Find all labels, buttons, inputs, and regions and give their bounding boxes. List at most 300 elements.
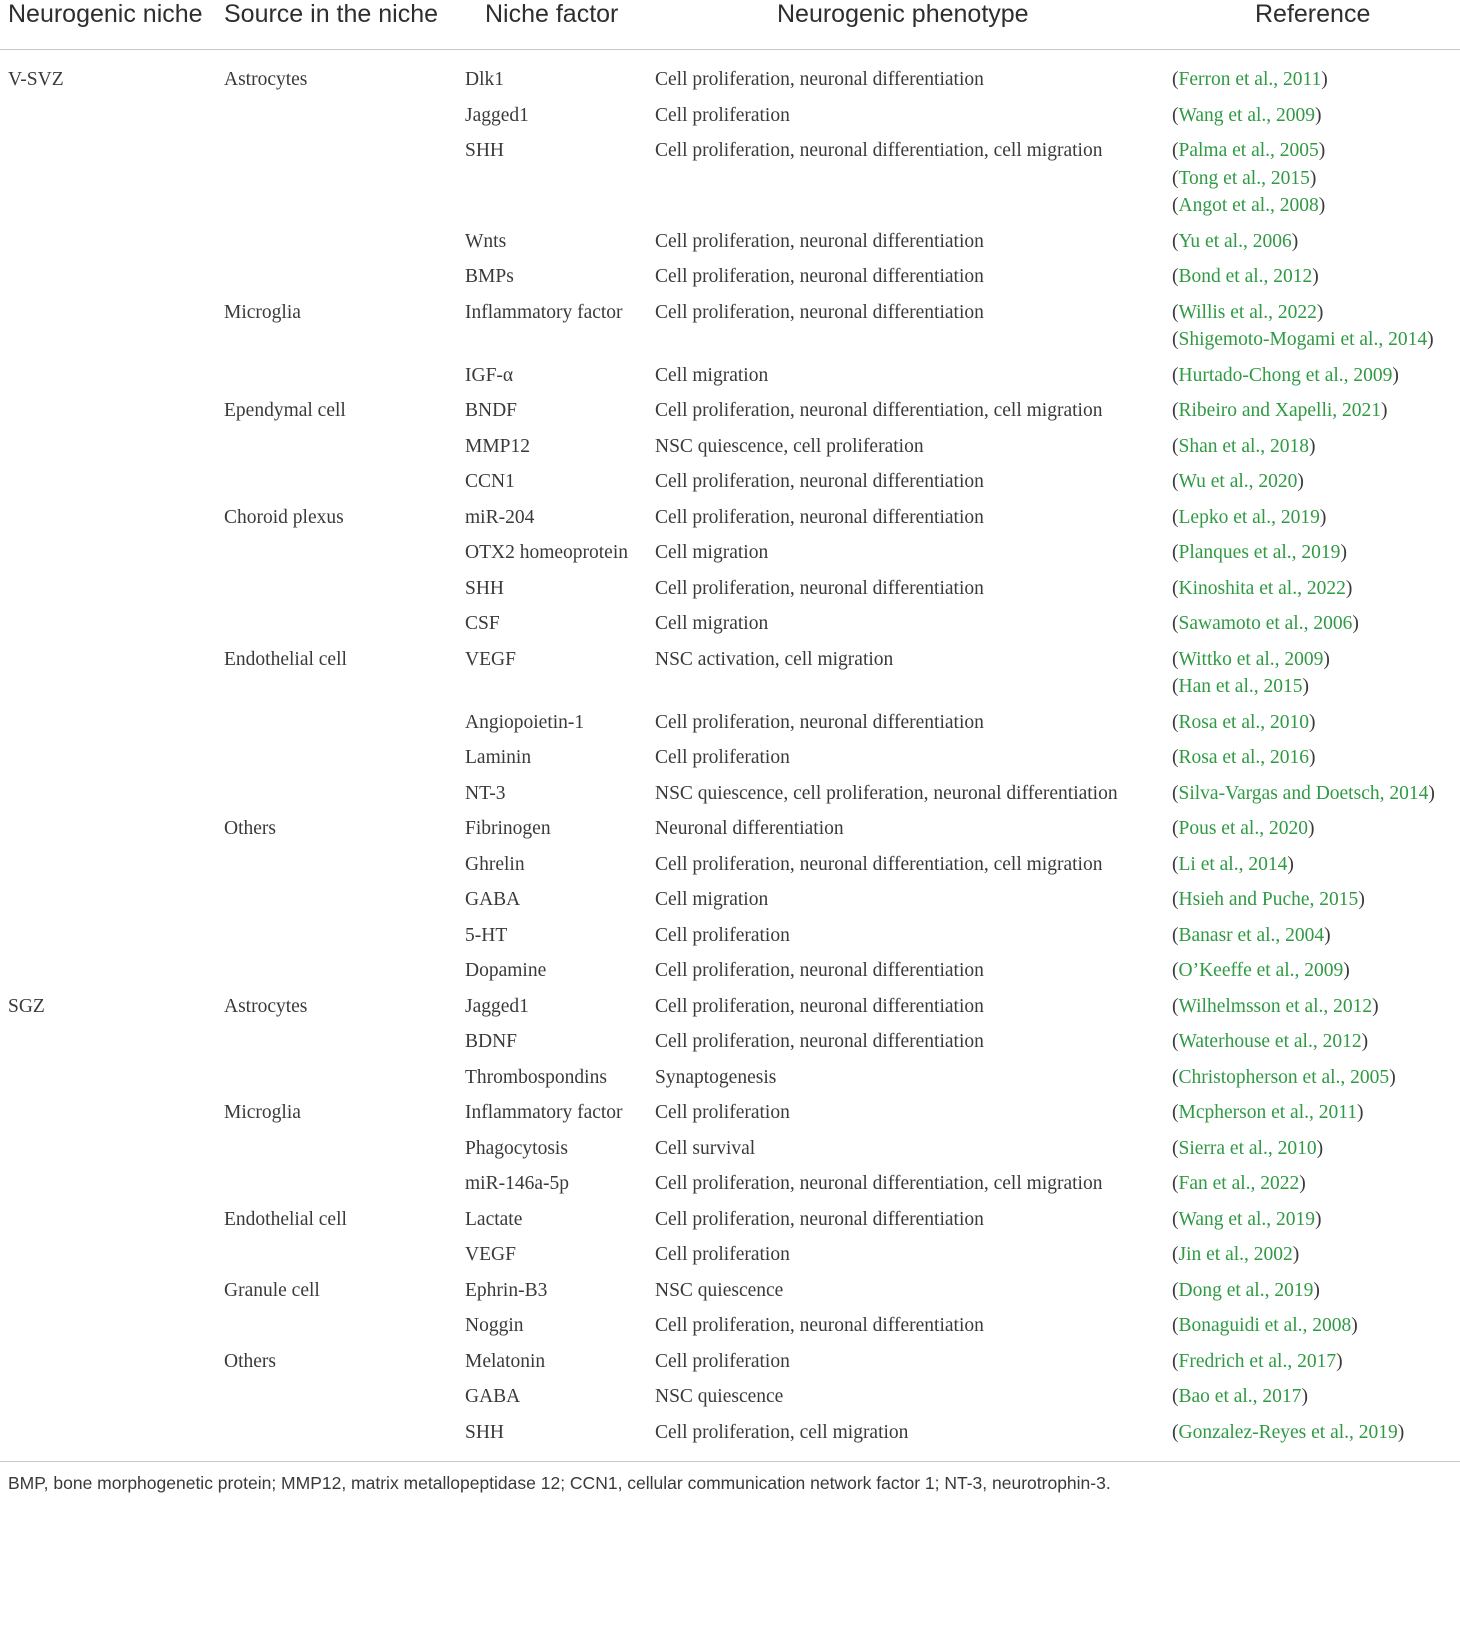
cell-niche-factor: OTX2 homeoprotein — [465, 542, 629, 563]
cell-niche-factor: IGF-α — [465, 364, 514, 386]
cell-phenotype: Cell survival — [655, 1137, 756, 1159]
cell-source: Astrocytes — [224, 995, 308, 1017]
cell-reference — [1167, 393, 1460, 429]
cell-source: Others — [224, 1350, 276, 1372]
table-row — [0, 133, 1460, 224]
reference-link[interactable]: Wang et al., 2019 — [1178, 1208, 1316, 1230]
cell-source — [216, 1415, 452, 1462]
cell-reference — [1167, 1095, 1460, 1131]
open-paren: ( — [1172, 69, 1179, 90]
cell-source — [216, 98, 452, 134]
cell-niche-factor: BNDF — [465, 400, 518, 421]
reference-line — [1172, 922, 1460, 950]
cell-niche-factor: miR-204 — [465, 506, 535, 528]
reference-line — [1172, 228, 1460, 256]
header-neurogenic-niche: Neurogenic niche — [0, 0, 216, 50]
cell-phenotype: Cell proliferation, neuronal differentiation — [655, 69, 984, 90]
cell-neurogenic-niche — [0, 1024, 216, 1060]
reference-link[interactable]: Wilhelmsson et al., 2012 — [1178, 995, 1373, 1017]
close-paren: ) — [1358, 889, 1365, 910]
reference-link[interactable]: Bao et al., 2017 — [1178, 1386, 1302, 1407]
cell-niche-factor: Phagocytosis — [465, 1137, 568, 1159]
cell-phenotype: Cell proliferation, neuronal differentiation — [655, 577, 984, 599]
open-paren: ( — [1172, 1173, 1179, 1194]
cell-neurogenic-niche — [0, 918, 216, 954]
cell-source — [216, 259, 452, 295]
reference-link[interactable]: Sawamoto et al., 2006 — [1178, 613, 1353, 634]
table-row — [0, 1415, 1460, 1462]
cell-source — [216, 1131, 452, 1167]
cell-niche-factor: Dopamine — [465, 960, 547, 981]
table-row — [0, 1344, 1460, 1380]
reference-link[interactable]: Wu et al., 2020 — [1178, 471, 1298, 492]
reference-link[interactable]: Shigemoto-Mogami et al., 2014 — [1178, 329, 1428, 350]
cell-source — [216, 606, 452, 642]
cell-neurogenic-niche — [0, 1202, 216, 1238]
cell-reference — [1167, 847, 1460, 883]
reference-line — [1172, 165, 1460, 193]
cell-reference — [1167, 1131, 1460, 1167]
cell-reference — [1167, 571, 1460, 607]
cell-niche-factor: Wnts — [465, 230, 507, 252]
reference-link[interactable]: Han et al., 2015 — [1178, 676, 1303, 697]
reference-link[interactable]: Fredrich et al., 2017 — [1178, 1350, 1337, 1372]
close-paren: ) — [1351, 1315, 1358, 1336]
cell-source — [216, 847, 452, 883]
cell-neurogenic-niche — [0, 535, 216, 571]
reference-link[interactable]: Sierra et al., 2010 — [1178, 1137, 1317, 1159]
cell-niche-factor: BMPs — [465, 266, 514, 287]
cell-reference — [1167, 1415, 1460, 1462]
cell-phenotype: Cell proliferation — [655, 747, 790, 768]
cell-neurogenic-niche — [0, 1237, 216, 1273]
cell-source — [216, 1308, 452, 1344]
cell-niche-factor: NT-3 — [465, 782, 506, 804]
table-row — [0, 953, 1460, 989]
open-paren: ( — [1172, 364, 1179, 386]
cell-neurogenic-niche — [0, 500, 216, 536]
close-paren: ) — [1297, 471, 1304, 492]
reference-link[interactable]: Waterhouse et al., 2012 — [1178, 1031, 1362, 1052]
reference-link[interactable]: Dong et al., 2019 — [1178, 1279, 1314, 1301]
cell-niche-factor: Melatonin — [465, 1350, 546, 1372]
close-paren: ) — [1318, 195, 1326, 216]
reference-line — [1172, 504, 1460, 532]
cell-neurogenic-niche — [0, 133, 216, 224]
cell-phenotype: Cell proliferation, neuronal differentiation — [655, 711, 984, 733]
open-paren: ( — [1172, 782, 1179, 804]
reference-link[interactable]: Rosa et al., 2016 — [1178, 747, 1310, 768]
open-paren: ( — [1172, 1279, 1179, 1301]
cell-neurogenic-niche — [0, 224, 216, 260]
cell-source — [216, 133, 452, 224]
cell-niche-factor: GABA — [465, 889, 521, 910]
cell-phenotype: Cell proliferation — [655, 1244, 790, 1265]
close-paren: ) — [1316, 1137, 1324, 1159]
open-paren: ( — [1172, 960, 1179, 981]
reference-line — [1172, 539, 1460, 567]
cell-reference — [1167, 1308, 1460, 1344]
cell-neurogenic-niche — [0, 811, 216, 847]
reference-line — [1172, 886, 1460, 914]
close-paren: ) — [1307, 818, 1315, 839]
close-paren: ) — [1361, 1031, 1369, 1052]
cell-niche-factor: Inflammatory factor — [465, 1102, 623, 1123]
reference-link[interactable]: Hsieh and Puche, 2015 — [1178, 889, 1359, 910]
reference-link[interactable]: Willis et al., 2022 — [1178, 301, 1317, 323]
cell-niche-factor: Inflammatory factor — [465, 301, 623, 323]
cell-niche-factor: 5-HT — [465, 924, 508, 946]
cell-niche-factor: VEGF — [465, 648, 516, 670]
reference-line — [1172, 744, 1460, 772]
table-row — [0, 642, 1460, 705]
open-paren: ( — [1172, 676, 1179, 697]
reference-link[interactable]: Angot et al., 2008 — [1178, 195, 1319, 216]
open-paren: ( — [1172, 648, 1179, 670]
cell-source — [216, 224, 452, 260]
cell-source — [216, 918, 452, 954]
cell-phenotype: Cell proliferation, neuronal differentiation — [655, 995, 984, 1017]
reference-line — [1172, 66, 1460, 94]
reference-line — [1172, 780, 1460, 808]
reference-link[interactable]: Li et al., 2014 — [1178, 853, 1288, 875]
cell-phenotype: Cell proliferation, neuronal differentiation — [655, 301, 984, 323]
table-row — [0, 464, 1460, 500]
cell-source: Microglia — [224, 301, 301, 323]
cell-phenotype: Cell proliferation, neuronal differentiation, cell migration — [655, 853, 1103, 875]
cell-neurogenic-niche — [0, 98, 216, 134]
open-paren: ( — [1172, 230, 1179, 252]
cell-reference — [1167, 705, 1460, 741]
cell-reference — [1167, 642, 1460, 705]
cell-reference — [1167, 918, 1460, 954]
cell-reference — [1167, 98, 1460, 134]
cell-niche-factor: Noggin — [465, 1315, 524, 1336]
open-paren: ( — [1172, 140, 1179, 161]
table-row — [0, 740, 1460, 776]
cell-reference — [1167, 1060, 1460, 1096]
close-paren: ) — [1312, 266, 1319, 287]
reference-link[interactable]: Jin et al., 2002 — [1178, 1244, 1293, 1265]
table-row — [0, 295, 1460, 358]
table-row — [0, 358, 1460, 394]
cell-niche-factor: CSF — [465, 613, 500, 634]
cell-phenotype: Cell proliferation — [655, 1102, 790, 1123]
cell-source — [216, 740, 452, 776]
reference-link[interactable]: Kinoshita et al., 2022 — [1178, 577, 1346, 599]
open-paren: ( — [1172, 1137, 1179, 1159]
cell-neurogenic-niche — [0, 776, 216, 812]
reference-line — [1172, 263, 1460, 291]
cell-source: Endothelial cell — [224, 648, 347, 670]
cell-niche-factor: Fibrinogen — [465, 818, 551, 839]
close-paren: ) — [1381, 400, 1388, 421]
close-paren: ) — [1291, 230, 1299, 252]
open-paren: ( — [1172, 818, 1179, 839]
cell-neurogenic-niche — [0, 1273, 216, 1309]
table-row — [0, 1308, 1460, 1344]
cell-source — [216, 1379, 452, 1415]
close-paren: ) — [1318, 140, 1326, 161]
reference-link[interactable]: Ribeiro and Xapelli, 2021 — [1178, 400, 1382, 421]
close-paren: ) — [1323, 648, 1330, 670]
reference-link[interactable]: Tong et al., 2015 — [1178, 167, 1310, 189]
cell-source — [216, 776, 452, 812]
reference-link[interactable]: Palma et al., 2005 — [1178, 140, 1319, 161]
cell-reference — [1167, 259, 1460, 295]
cell-neurogenic-niche — [0, 464, 216, 500]
open-paren: ( — [1172, 1066, 1179, 1088]
reference-line — [1172, 1348, 1460, 1376]
cell-reference — [1167, 429, 1460, 465]
cell-reference — [1167, 811, 1460, 847]
cell-source — [216, 429, 452, 465]
cell-phenotype: Cell proliferation — [655, 924, 790, 946]
cell-phenotype: Cell proliferation, neuronal differentiation — [655, 1031, 984, 1052]
cell-niche-factor: Dlk1 — [465, 69, 504, 90]
cell-neurogenic-niche — [0, 1379, 216, 1415]
cell-neurogenic-niche — [0, 1095, 216, 1131]
close-paren: ) — [1372, 995, 1379, 1017]
reference-line — [1172, 1419, 1460, 1447]
open-paren: ( — [1172, 301, 1179, 323]
cell-reference — [1167, 776, 1460, 812]
reference-line — [1172, 610, 1460, 638]
cell-neurogenic-niche — [0, 295, 216, 358]
cell-phenotype: NSC quiescence, cell proliferation — [655, 435, 924, 457]
table-row — [0, 98, 1460, 134]
cell-niche-factor: SHH — [465, 1421, 505, 1443]
close-paren: ) — [1345, 577, 1353, 599]
close-paren: ) — [1336, 1350, 1343, 1372]
reference-link[interactable]: Silva-Vargas and Doetsch, 2014 — [1178, 782, 1429, 804]
reference-link[interactable]: Christopherson et al., 2005 — [1178, 1066, 1390, 1088]
cell-neurogenic-niche — [0, 705, 216, 741]
cell-niche-factor: Angiopoietin-1 — [465, 711, 585, 733]
open-paren: ( — [1172, 506, 1179, 528]
cell-niche-factor: MMP12 — [465, 435, 531, 457]
reference-link[interactable]: Rosa et al., 2010 — [1178, 711, 1310, 733]
reference-line — [1172, 433, 1460, 461]
open-paren: ( — [1172, 577, 1179, 599]
cell-neurogenic-niche — [0, 1060, 216, 1096]
open-paren: ( — [1172, 329, 1179, 350]
cell-neurogenic-niche — [0, 953, 216, 989]
cell-phenotype: Synaptogenesis — [655, 1066, 777, 1088]
cell-reference — [1167, 295, 1460, 358]
cell-neurogenic-niche — [0, 571, 216, 607]
close-paren: ) — [1319, 506, 1327, 528]
cell-reference — [1167, 500, 1460, 536]
reference-link[interactable]: Pous et al., 2020 — [1178, 818, 1308, 839]
close-paren: ) — [1389, 1066, 1396, 1088]
reference-line — [1172, 646, 1460, 674]
cell-niche-factor: Jagged1 — [465, 104, 529, 126]
cell-phenotype: Cell proliferation, neuronal differentiation — [655, 230, 984, 252]
cell-niche-factor: SHH — [465, 140, 505, 161]
cell-reference — [1167, 953, 1460, 989]
cell-source — [216, 1024, 452, 1060]
open-paren: ( — [1172, 1102, 1179, 1123]
close-paren: ) — [1315, 104, 1322, 126]
cell-neurogenic-niche — [0, 1415, 216, 1462]
cell-neurogenic-niche — [0, 1166, 216, 1202]
reference-line — [1172, 137, 1460, 165]
reference-line — [1172, 362, 1460, 390]
close-paren: ) — [1309, 435, 1316, 457]
reference-line — [1172, 1312, 1460, 1340]
cell-reference — [1167, 1237, 1460, 1273]
close-paren: ) — [1324, 924, 1331, 946]
open-paren: ( — [1172, 542, 1179, 563]
reference-line — [1172, 957, 1460, 985]
table-row — [0, 1273, 1460, 1309]
table-row — [0, 50, 1460, 98]
header-niche-factor: Niche factor — [452, 0, 647, 50]
close-paren: ) — [1302, 676, 1310, 697]
cell-source: Endothelial cell — [224, 1208, 347, 1230]
reference-line — [1172, 673, 1460, 701]
close-paren: ) — [1321, 69, 1328, 90]
cell-reference — [1167, 1166, 1460, 1202]
table-header — [0, 0, 1460, 50]
cell-phenotype: Neuronal differentiation — [655, 818, 844, 839]
cell-phenotype: Cell proliferation, neuronal differentiation — [655, 266, 984, 287]
cell-reference — [1167, 989, 1460, 1025]
cell-neurogenic-niche — [0, 740, 216, 776]
open-paren: ( — [1172, 924, 1179, 946]
reference-link[interactable]: Bonaguidi et al., 2008 — [1178, 1315, 1352, 1336]
cell-neurogenic-niche — [0, 1344, 216, 1380]
cell-reference — [1167, 133, 1460, 224]
reference-link[interactable]: Ferron et al., 2011 — [1178, 69, 1322, 90]
cell-phenotype: Cell proliferation — [655, 1350, 790, 1372]
table-row — [0, 571, 1460, 607]
open-paren: ( — [1172, 1315, 1179, 1336]
cell-neurogenic-niche — [0, 642, 216, 705]
cell-neurogenic-niche — [0, 1308, 216, 1344]
reference-line — [1172, 1064, 1460, 1092]
cell-phenotype: Cell proliferation, neuronal differentiation, cell migration — [655, 1173, 1103, 1194]
close-paren: ) — [1427, 329, 1434, 350]
close-paren: ) — [1352, 613, 1359, 634]
cell-neurogenic-niche — [0, 847, 216, 883]
cell-reference — [1167, 740, 1460, 776]
cell-neurogenic-niche — [0, 882, 216, 918]
cell-neurogenic-niche — [0, 606, 216, 642]
reference-line — [1172, 815, 1460, 843]
cell-neurogenic-niche — [0, 1131, 216, 1167]
reference-link[interactable]: Planques et al., 2019 — [1178, 542, 1341, 563]
reference-link[interactable]: O’Keeffe et al., 2009 — [1178, 960, 1344, 981]
table-row — [0, 1202, 1460, 1238]
cell-source — [216, 1060, 452, 1096]
open-paren: ( — [1172, 104, 1179, 126]
cell-niche-factor: Ephrin-B3 — [465, 1279, 548, 1301]
reference-line — [1172, 575, 1460, 603]
table-row — [0, 429, 1460, 465]
close-paren: ) — [1392, 364, 1399, 386]
close-paren: ) — [1428, 782, 1435, 804]
cell-source — [216, 882, 452, 918]
reference-line — [1172, 326, 1460, 354]
reference-link[interactable]: Wittko et al., 2009 — [1178, 648, 1324, 670]
reference-line — [1172, 1099, 1460, 1127]
cell-neurogenic-niche: SGZ — [8, 995, 45, 1017]
cell-reference — [1167, 50, 1460, 98]
cell-reference — [1167, 1024, 1460, 1060]
table-row — [0, 1131, 1460, 1167]
table-footnote: BMP, bone morphogenetic protein; MMP12, matrix metallopeptidase 12; CCN1, cellular communication network factor 1; NT-3, neurotrophin-3. — [0, 1462, 1460, 1495]
table-row — [0, 393, 1460, 429]
cell-phenotype: Cell proliferation, neuronal differentiation — [655, 506, 984, 528]
cell-reference — [1167, 358, 1460, 394]
reference-line — [1172, 709, 1460, 737]
reference-link[interactable]: Banasr et al., 2004 — [1178, 924, 1325, 946]
reference-link[interactable]: Shan et al., 2018 — [1178, 435, 1310, 457]
reference-link[interactable]: Gonzalez-Reyes et al., 2019 — [1178, 1421, 1398, 1443]
reference-line — [1172, 1170, 1460, 1198]
cell-reference — [1167, 606, 1460, 642]
reference-line — [1172, 1241, 1460, 1269]
cell-niche-factor: Thrombospondins — [465, 1066, 607, 1088]
cell-phenotype: Cell proliferation, neuronal differentiation — [655, 471, 984, 492]
reference-link[interactable]: Mcpherson et al., 2011 — [1178, 1102, 1358, 1123]
reference-link[interactable]: Bond et al., 2012 — [1178, 266, 1313, 287]
table-row — [0, 535, 1460, 571]
close-paren: ) — [1299, 1173, 1306, 1194]
cell-niche-factor: SHH — [465, 577, 505, 599]
cell-source — [216, 358, 452, 394]
cell-phenotype: Cell proliferation — [655, 104, 790, 126]
reference-link[interactable]: Fan et al., 2022 — [1178, 1173, 1300, 1194]
cell-source: Choroid plexus — [224, 506, 344, 528]
cell-source — [216, 464, 452, 500]
open-paren: ( — [1172, 889, 1179, 910]
reference-link[interactable]: Yu et al., 2006 — [1178, 230, 1292, 252]
cell-phenotype: Cell migration — [655, 613, 769, 634]
reference-link[interactable]: Wang et al., 2009 — [1178, 104, 1316, 126]
table-row — [0, 1237, 1460, 1273]
reference-line — [1172, 1028, 1460, 1056]
close-paren: ) — [1313, 1279, 1320, 1301]
table-row — [0, 1060, 1460, 1096]
reference-line — [1172, 397, 1460, 425]
cell-neurogenic-niche: V-SVZ — [8, 69, 64, 90]
table-row — [0, 1024, 1460, 1060]
table-row — [0, 989, 1460, 1025]
cell-source — [216, 535, 452, 571]
table-row — [0, 224, 1460, 260]
table-body — [0, 50, 1460, 1462]
reference-link[interactable]: Hurtado-Chong et al., 2009 — [1178, 364, 1393, 386]
open-paren: ( — [1172, 711, 1179, 733]
close-paren: ) — [1316, 301, 1324, 323]
table-row — [0, 882, 1460, 918]
cell-phenotype: NSC quiescence, cell proliferation, neuronal differentiation — [655, 782, 1118, 804]
header-reference: Reference — [1167, 0, 1460, 50]
close-paren: ) — [1357, 1102, 1364, 1123]
reference-link[interactable]: Lepko et al., 2019 — [1178, 506, 1320, 528]
cell-phenotype: Cell migration — [655, 542, 769, 563]
cell-phenotype: NSC quiescence — [655, 1279, 784, 1301]
open-paren: ( — [1172, 1386, 1179, 1407]
cell-phenotype: Cell proliferation, neuronal differentiation, cell migration — [655, 140, 1103, 161]
close-paren: ) — [1309, 747, 1316, 768]
cell-source: Granule cell — [224, 1279, 320, 1301]
cell-phenotype: Cell proliferation, neuronal differentiation, cell migration — [655, 400, 1103, 421]
cell-phenotype: NSC quiescence — [655, 1386, 784, 1407]
